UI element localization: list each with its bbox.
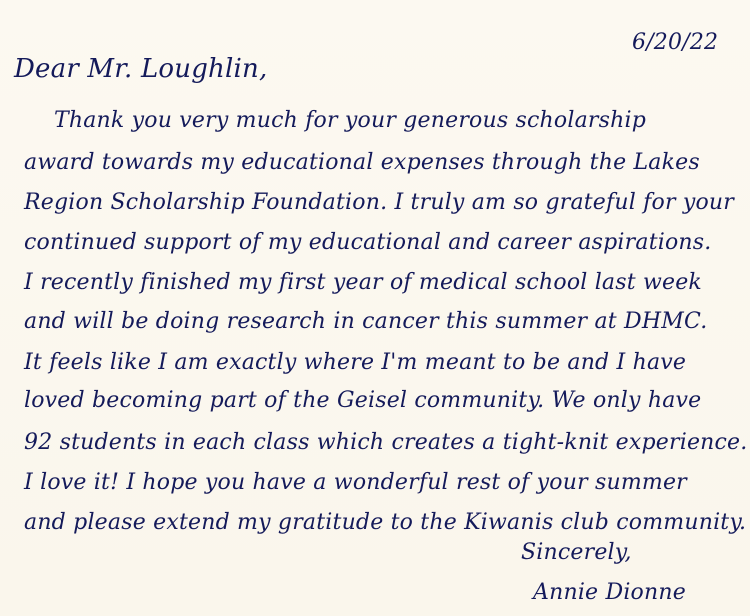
letter-line-5: I recently finished my first year of medical school last week [24, 270, 702, 295]
letter-line-11: and please extend my gratitude to the Kiwanis club community. [24, 510, 747, 535]
letter-line-4: continued support of my educational and career aspirations. [24, 230, 712, 255]
letter-line-1: Thank you very much for your generous scholarship [54, 108, 647, 133]
salutation: Dear Mr. Loughlin, [14, 54, 268, 84]
letter-line-10: I love it! I hope you have a wonderful rest of your summer [24, 470, 687, 495]
letter-line-9: 92 students in each class which creates a tight-knit experience. [24, 430, 748, 455]
signature: Annie Dionne [533, 580, 686, 605]
letter-line-6: and will be doing research in cancer this summer at DHMC. [24, 309, 708, 334]
letter-line-2: award towards my educational expenses through the Lakes [24, 150, 700, 175]
letter-line-7: It feels like I am exactly where I'm meant to be and I have [24, 350, 687, 375]
letter-date: 6/20/22 [632, 30, 719, 55]
letter-line-3: Region Scholarship Foundation. I truly am so grateful for your [24, 190, 735, 215]
letter-line-8: loved becoming part of the Geisel community. We only have [24, 388, 702, 413]
closing: Sincerely, [521, 540, 632, 565]
